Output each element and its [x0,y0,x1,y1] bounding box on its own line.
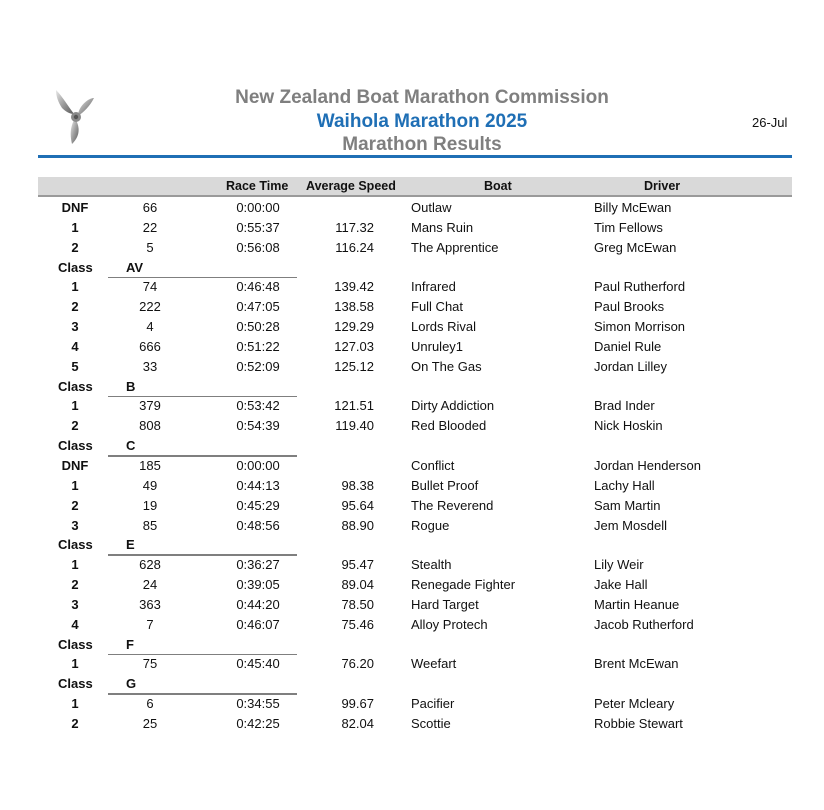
class-label: Class [58,636,93,652]
driver-name-cell: Sam Martin [594,497,661,513]
average-speed-cell: 95.64 [341,497,374,513]
average-speed-cell: 138.58 [334,299,374,315]
driver-name-cell: Brad Inder [594,398,655,414]
race-time-cell: 0:48:56 [236,517,280,533]
boat-number-cell: 25 [142,715,158,731]
result-row [0,714,824,734]
position-cell: 1 [71,219,79,235]
boat-number-cell: 19 [142,497,158,513]
class-label: Class [58,378,93,394]
boat-name-cell: The Apprentice [411,239,499,255]
average-speed-cell: 76.20 [341,656,374,672]
driver-name-cell: Lily Weir [594,557,644,573]
result-row [0,357,824,377]
average-speed-cell: 95.47 [341,557,374,573]
result-row [0,277,824,297]
result-row [0,337,824,357]
boat-number-cell: 4 [146,319,154,335]
boat-number-cell: 66 [142,200,158,215]
boat-name-cell: Unruley1 [411,338,464,354]
boat-number-cell: 74 [142,279,158,295]
position-cell: 1 [71,477,79,493]
boat-number-cell: 222 [139,299,161,315]
boat-name-cell: Dirty Addiction [411,398,495,414]
race-time-cell: 0:00:00 [236,200,280,215]
driver-name-cell: Lachy Hall [594,477,655,493]
boat-name-cell: Hard Target [411,596,479,612]
position-cell: 1 [71,656,79,672]
class-code: F [126,636,134,652]
result-row [0,396,824,416]
boat-name-cell: On The Gas [411,358,482,374]
race-time-cell: 0:53:42 [236,398,280,414]
boat-name-cell: Alloy Protech [411,616,488,632]
driver-name-cell: Simon Morrison [594,319,686,335]
position-cell: 2 [71,497,79,513]
boat-name-cell: Lords Rival [411,319,477,335]
column-header-race-time: Race Time [226,179,289,193]
position-cell: 4 [71,338,79,354]
boat-number-cell: 666 [139,338,161,354]
class-label: Class [58,676,93,692]
boat-name-cell: Infrared [411,279,456,295]
driver-name-cell: Tim Fellows [594,219,663,235]
class-heading-row [0,377,824,397]
position-cell: 2 [71,715,79,731]
average-speed-cell: 117.32 [335,219,374,235]
average-speed-cell: 82.04 [341,715,374,731]
race-time-cell: 0:00:00 [236,457,280,473]
driver-name-cell: Greg McEwan [594,239,677,255]
boat-number-cell: 808 [139,418,161,434]
race-time-cell: 0:42:25 [236,715,280,731]
boat-number-cell: 363 [139,596,161,612]
race-time-cell: 0:44:20 [236,596,280,612]
boat-name-cell: Stealth [411,557,452,573]
class-code: C [126,438,136,454]
average-speed-cell: 127.03 [334,338,374,354]
position-cell: 1 [71,696,79,712]
class-code: AV [126,259,144,275]
race-time-cell: 0:51:22 [236,338,280,354]
boat-number-cell: 7 [146,616,154,632]
race-time-cell: 0:50:28 [236,319,280,335]
event-date: 26-Jul [752,115,788,130]
average-speed-cell: 88.90 [341,517,374,533]
race-time-cell: 0:36:27 [236,557,280,573]
position-cell: 2 [71,299,79,315]
report-subtitle: Marathon Results [342,134,502,155]
class-heading-row [0,535,824,555]
result-row [0,694,824,714]
class-code: E [126,537,135,553]
race-time-cell: 0:39:05 [236,577,280,593]
position-cell: 1 [71,398,79,414]
position-cell: 2 [71,577,79,593]
class-heading-row [0,635,824,655]
average-speed-cell: 98.38 [341,477,374,493]
race-time-cell: 0:55:37 [236,219,280,235]
driver-name-cell: Paul Rutherford [594,279,686,295]
results-table [0,198,824,734]
driver-name-cell: Daniel Rule [594,338,662,354]
boat-number-cell: 185 [139,457,161,473]
result-row [0,496,824,516]
boat-name-cell: Pacifier [411,696,455,712]
column-header-boat: Boat [484,179,512,193]
organisation-title: New Zealand Boat Marathon Commission [235,87,609,108]
class-label: Class [58,438,93,454]
position-cell: DNF [61,457,89,473]
column-header-bar [38,177,792,197]
header-divider [38,155,792,158]
position-cell: 1 [71,279,79,295]
result-row [0,615,824,635]
race-time-cell: 0:46:07 [236,616,280,632]
position-cell: 3 [71,517,79,533]
boat-name-cell: Renegade Fighter [411,577,516,593]
driver-name-cell: Paul Brooks [594,299,665,315]
class-code: B [126,378,136,394]
average-speed-cell: 129.29 [334,319,374,335]
race-time-cell: 0:45:40 [236,656,280,672]
average-speed-cell: 125.12 [334,358,374,374]
class-heading-row [0,258,824,278]
average-speed-cell: 89.04 [341,577,374,593]
race-time-cell: 0:54:39 [236,418,280,434]
boat-number-cell: 85 [142,517,158,533]
boat-name-cell: Scottie [411,715,451,731]
driver-name-cell: Robbie Stewart [594,715,683,731]
position-cell: 1 [71,557,79,573]
position-cell: 3 [71,319,79,335]
class-label: Class [58,537,93,553]
boat-name-cell: Bullet Proof [411,477,479,493]
driver-name-cell: Brent McEwan [594,656,679,672]
driver-name-cell: Jem Mosdell [594,517,667,533]
race-time-cell: 0:56:08 [236,239,280,255]
race-time-cell: 0:44:13 [236,477,280,493]
driver-name-cell: Peter Mcleary [594,696,675,712]
average-speed-cell: 78.50 [341,596,374,612]
position-cell: 2 [71,418,79,434]
boat-name-cell: Rogue [411,517,450,533]
result-row [0,575,824,595]
race-time-cell: 0:46:48 [236,279,280,295]
average-speed-cell: 139.42 [334,279,374,295]
boat-name-cell: The Reverend [411,497,494,513]
position-cell: 4 [71,616,79,632]
boat-name-cell: Conflict [411,457,455,473]
driver-name-cell: Jake Hall [594,577,648,593]
result-row [0,476,824,496]
boat-number-cell: 628 [139,557,161,573]
boat-number-cell: 75 [142,656,158,672]
boat-number-cell: 5 [146,239,154,255]
race-time-cell: 0:45:29 [236,497,280,513]
result-row [0,198,824,218]
position-cell: DNF [61,200,89,215]
boat-number-cell: 379 [139,398,161,414]
result-row [0,218,824,238]
driver-name-cell: Jordan Henderson [594,457,701,473]
boat-number-cell: 6 [146,696,154,712]
average-speed-cell: 121.51 [334,398,374,414]
column-header-driver: Driver [644,179,681,193]
race-time-cell: 0:52:09 [236,358,280,374]
average-speed-cell: 119.40 [335,418,374,434]
boat-name-cell: Outlaw [411,200,452,215]
boat-name-cell: Red Blooded [411,418,487,434]
driver-name-cell: Martin Heanue [594,596,680,612]
boat-name-cell: Weefart [411,656,457,672]
boat-number-cell: 22 [142,219,158,235]
result-row [0,238,824,258]
driver-name-cell: Billy McEwan [594,200,672,215]
driver-name-cell: Nick Hoskin [594,418,663,434]
position-cell: 5 [71,358,79,374]
result-row [0,297,824,317]
driver-name-cell: Jordan Lilley [594,358,667,374]
boat-number-cell: 33 [142,358,158,374]
result-row [0,595,824,615]
average-speed-cell: 99.67 [341,696,374,712]
boat-number-cell: 49 [142,477,158,493]
class-heading-row [0,436,824,456]
race-time-cell: 0:47:05 [236,299,280,315]
boat-name-cell: Full Chat [411,299,464,315]
position-cell: 2 [71,239,79,255]
result-row [0,416,824,436]
result-row [0,456,824,476]
class-code: G [126,676,137,692]
class-heading-row [0,674,824,694]
class-label: Class [58,259,93,275]
result-row [0,555,824,575]
result-row [0,317,824,337]
driver-name-cell: Jacob Rutherford [594,616,694,632]
column-header-average-speed: Average Speed [306,179,396,193]
position-cell: 3 [71,596,79,612]
result-row [0,654,824,674]
result-row [0,516,824,536]
average-speed-cell: 75.46 [341,616,374,632]
boat-name-cell: Mans Ruin [411,219,474,235]
race-time-cell: 0:34:55 [236,696,280,712]
boat-number-cell: 24 [142,577,158,593]
average-speed-cell: 116.24 [335,239,374,255]
event-title: Waihola Marathon 2025 [316,111,528,132]
